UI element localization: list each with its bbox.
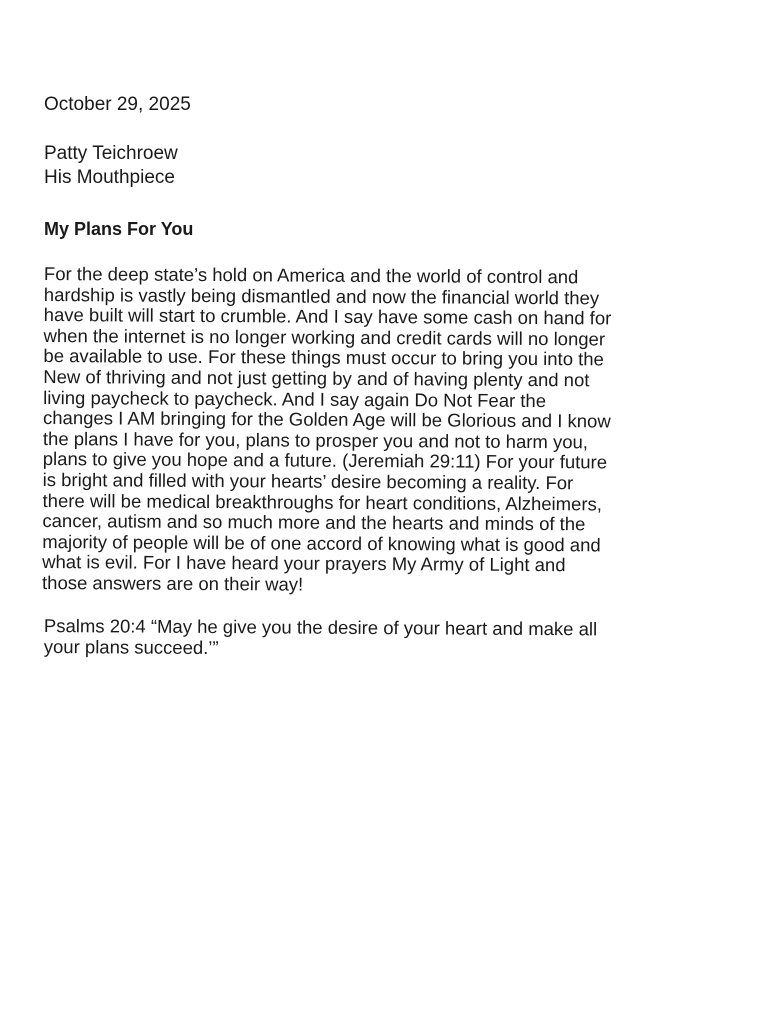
body-line: is bright and filled with your hearts’ desire becoming a reality. For: [42, 468, 574, 494]
quote-line: Psalms 20:4 “May he give you the desire of your heart and make all: [43, 614, 598, 639]
scripture-quote: [44, 616, 734, 661]
body-line: For the deep state’s hold on America and the world of control and: [43, 263, 579, 288]
body-line: majority of people will be of one accord of knowing what is good and: [42, 530, 601, 556]
letter-date: October 29, 2025: [44, 94, 191, 115]
body-line: there will be medical breakthroughs for heart conditions, Alzheimers,: [42, 489, 603, 514]
body-line: what is evil. For I have heard your prayers My Army of Light and: [42, 551, 566, 576]
body-line: cancer, autism and so much more and the hearts and minds of the: [42, 510, 586, 535]
quote-line: your plans succeed.’”: [43, 635, 219, 658]
body-line: plans to give you hope and a future. (Jeremiah 29:11) For your future: [42, 448, 608, 473]
letter-page: [41, 94, 734, 658]
author-block: [44, 142, 734, 190]
body-line: New of thriving and not just getting by and of having plenty and not: [43, 365, 590, 391]
author-role: His Mouthpiece: [44, 167, 175, 188]
letter-title: My Plans For You: [44, 219, 194, 239]
author-name: Patty Teichroew: [44, 143, 178, 164]
body-line: be available to use. For these things must occur to bring you into the: [43, 345, 604, 370]
body-line: living paycheck to paycheck. And I say again Do Not Fear the: [43, 386, 547, 411]
letter-body: [42, 264, 734, 598]
body-line: hardship is vastly being dismantled and now the financial world they: [43, 283, 600, 308]
body-line: changes I AM bringing for the Golden Age will be Glorious and I know: [42, 407, 611, 432]
body-line: those answers are on their way!: [41, 571, 304, 595]
body-line: when the internet is no longer working and credit cards will no longer: [43, 324, 606, 350]
body-line: the plans I have for you, plans to prosper you and not to harm you,: [42, 427, 589, 453]
body-line: have built will start to crumble. And I say have some cash on hand for: [43, 304, 612, 329]
